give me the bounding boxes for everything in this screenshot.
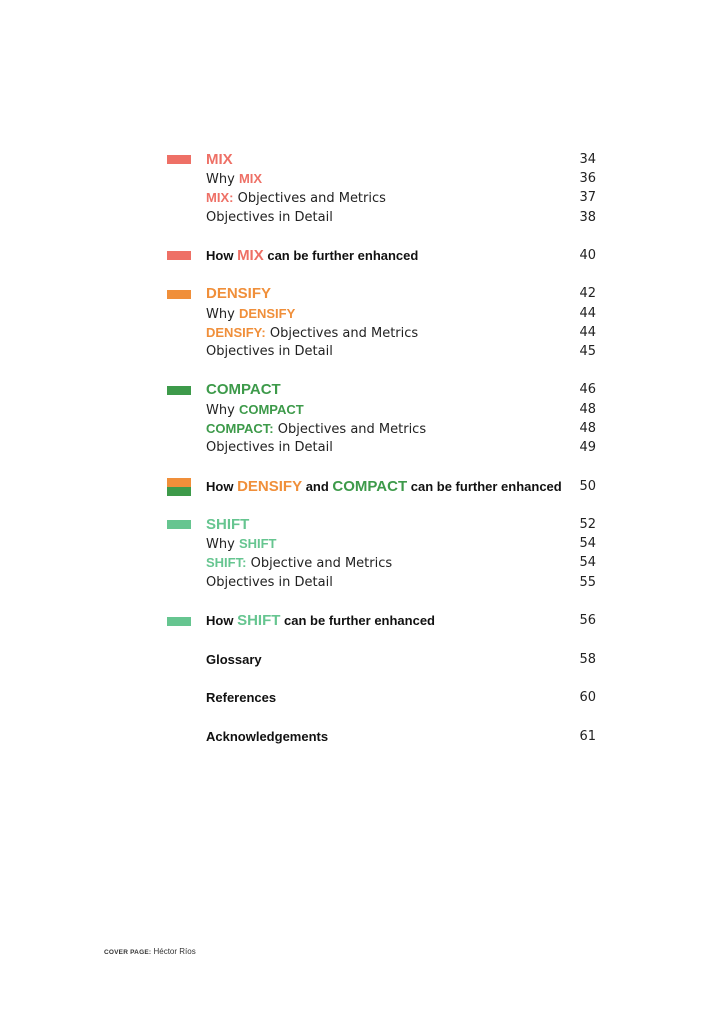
- page-number: 58: [579, 652, 596, 667]
- toc-entry-mix-objectives[interactable]: [206, 188, 596, 207]
- entry-text: References: [206, 690, 277, 705]
- cover-credit: [104, 947, 196, 956]
- keyword-mix: MIX:: [206, 190, 234, 205]
- page-number: 44: [579, 325, 596, 340]
- mix-color-bar: [167, 251, 191, 260]
- page-number: 54: [579, 536, 596, 551]
- toc-entry-shift-detail[interactable]: [206, 573, 596, 592]
- page-number: 34: [579, 152, 596, 167]
- entry-text: Objectives in Detail: [206, 344, 333, 359]
- entry-text: Why: [206, 403, 235, 418]
- entry-text: Glossary: [206, 652, 262, 667]
- keyword-shift: SHIFT: [237, 612, 281, 629]
- entry-text: Objectives in Detail: [206, 440, 333, 455]
- page-number: 36: [579, 171, 596, 186]
- keyword-shift: SHIFT: [238, 536, 277, 551]
- toc-entry-densify-detail[interactable]: [206, 342, 596, 361]
- entry-text: Objectives and Metrics: [233, 191, 386, 206]
- densify-color-bar: [167, 290, 191, 299]
- compact-color-bar: [167, 487, 191, 496]
- page-number: 46: [579, 382, 596, 397]
- keyword-mix: MIX: [238, 171, 263, 186]
- toc-title-mix: MIX: [206, 151, 233, 168]
- entry-text: Objectives in Detail: [206, 210, 333, 225]
- keyword-compact: COMPACT:: [206, 421, 274, 436]
- entry-text: and: [302, 479, 333, 494]
- toc-entry-compact-objectives[interactable]: [206, 419, 596, 438]
- toc-entry-densify[interactable]: [206, 284, 596, 303]
- keyword-mix: MIX: [237, 247, 264, 264]
- entry-text: can be further enhanced: [280, 613, 435, 628]
- page-number: 48: [579, 421, 596, 436]
- entry-text: Why: [206, 307, 235, 322]
- toc-entry-compact[interactable]: [206, 380, 596, 399]
- shift-color-bar: [167, 520, 191, 529]
- entry-text: can be further enhanced: [407, 479, 562, 494]
- toc-entry-why-mix[interactable]: [206, 169, 596, 188]
- entry-text: Why: [206, 537, 235, 552]
- page-number: 42: [579, 286, 596, 301]
- keyword-compact: COMPACT: [238, 402, 304, 417]
- toc-entry-shift-enhanced[interactable]: [206, 611, 596, 630]
- page-number: 44: [579, 306, 596, 321]
- toc-entry-mix-detail[interactable]: [206, 208, 596, 227]
- toc-entry-why-densify[interactable]: [206, 304, 596, 323]
- keyword-compact: COMPACT: [332, 478, 408, 495]
- page-number: 49: [579, 440, 596, 455]
- toc-entry-compact-detail[interactable]: [206, 438, 596, 457]
- toc-entry-why-compact[interactable]: [206, 400, 596, 419]
- entry-text: Objectives in Detail: [206, 575, 333, 590]
- page-number: 45: [579, 344, 596, 359]
- keyword-shift: SHIFT:: [206, 555, 247, 570]
- entry-text: How: [206, 248, 238, 263]
- page-number: 40: [579, 248, 596, 263]
- toc-entry-densify-objectives[interactable]: [206, 323, 596, 342]
- densify-color-bar: [167, 478, 191, 487]
- toc-entry-densify-compact-enhanced[interactable]: [206, 477, 596, 496]
- page-number: 54: [579, 555, 596, 570]
- toc-entry-shift[interactable]: [206, 515, 596, 534]
- cover-credit-label: COVER PAGE:: [104, 949, 152, 956]
- page-number: 50: [579, 479, 596, 494]
- entry-text: Acknowledgements: [206, 729, 329, 744]
- entry-text: can be further enhanced: [263, 248, 419, 263]
- toc-entry-acknowledgements[interactable]: [206, 727, 596, 746]
- toc-entry-why-shift[interactable]: [206, 534, 596, 553]
- toc-entry-mix[interactable]: [206, 150, 596, 169]
- entry-text: Objective and Metrics: [246, 556, 393, 571]
- entry-text: How: [206, 613, 238, 628]
- toc-entry-shift-objectives[interactable]: [206, 553, 596, 572]
- entry-text: How: [206, 479, 238, 494]
- keyword-densify: DENSIFY:: [206, 325, 266, 340]
- cover-credit-name: Héctor Ríos: [153, 947, 196, 956]
- toc-entry-glossary[interactable]: [206, 650, 596, 669]
- mix-color-bar: [167, 155, 191, 164]
- page-number: 60: [579, 690, 596, 705]
- toc-entry-mix-enhanced[interactable]: [206, 246, 596, 265]
- entry-text: Objectives and Metrics: [273, 422, 427, 437]
- toc-title-densify: DENSIFY: [206, 285, 272, 302]
- page-number: 61: [579, 729, 596, 744]
- page-number: 56: [579, 613, 596, 628]
- page-number: 52: [579, 517, 596, 532]
- page-number: 48: [579, 402, 596, 417]
- page-number: 55: [579, 575, 596, 590]
- toc-entry-references[interactable]: [206, 688, 596, 707]
- page-number: 38: [579, 210, 596, 225]
- keyword-densify: DENSIFY: [237, 478, 303, 495]
- toc-title-shift: SHIFT: [206, 516, 250, 533]
- compact-color-bar: [167, 386, 191, 395]
- entry-text: Why: [206, 172, 235, 187]
- shift-color-bar: [167, 617, 191, 626]
- toc-title-compact: COMPACT: [206, 381, 281, 398]
- keyword-densify: DENSIFY: [238, 306, 296, 321]
- entry-text: Objectives and Metrics: [265, 326, 419, 341]
- page-number: 37: [579, 190, 596, 205]
